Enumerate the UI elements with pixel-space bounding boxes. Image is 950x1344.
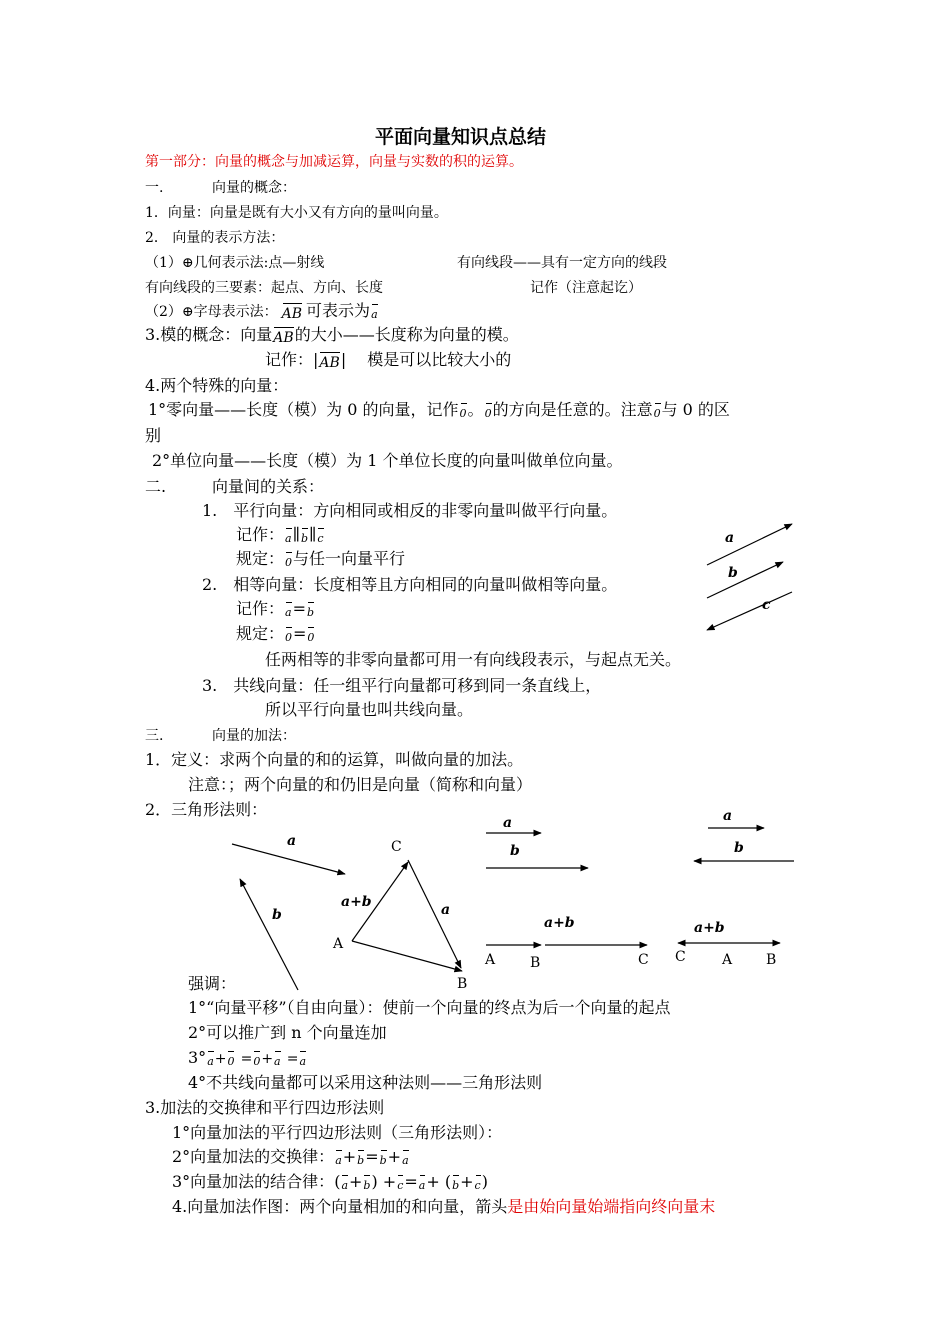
commutative-heading: 3.加法的交换律和平行四边形法则 [145,1098,385,1117]
modulus-notation: 记作：|AB| 模是可以比较大小的 [265,350,512,371]
vector-a-arrow [707,524,792,565]
emphasis-4: 4°不共线向量都可以采用这种法则——三角形法则 [188,1073,543,1092]
part-one-heading: 第一部分：向量的概念与加减运算，向量与实数的积的运算。 [145,154,523,170]
commutative-law: 2°向量加法的交换律：a+b=b+a [172,1147,410,1171]
segment-three-elements: 有向线段的三要素：起点、方向、长度 [145,280,383,296]
vector-symbol: 0 [653,404,662,424]
col2-label-b: b [734,840,744,856]
vector-symbol: 0 [226,1052,235,1072]
equal-rule: 规定：0=0 [236,624,315,648]
equal-notation: 记作：a=b [236,599,315,623]
tri-vertex-c: C [391,839,402,855]
vector-symbol: b [362,1176,371,1196]
fig-label-c: c [762,597,771,613]
representation-heading: 2． 向量的表示方法： [145,230,285,246]
col1-label-a: a [503,815,513,831]
vector-symbol: 0 [252,1052,261,1072]
vector-definition: 1．向量：向量是既有大小又有方向的量叫向量。 [145,205,448,221]
parallel-notation: 记作：a∥b∥c [236,525,325,549]
col2-point-b: B [766,952,777,968]
vector-symbol: a [206,1052,215,1072]
section-two-number: 二. [145,477,167,496]
modulus-concept: 3.模的概念：向量AB的大小——长度称为向量的模。 [145,325,519,346]
section-one-number: 一. [145,180,164,196]
fig-label-b: b [728,565,738,581]
vector-symbol: a [401,1151,410,1171]
equal-vectors-note: 任两相等的非零向量都可用一有向线段表示，与起点无关。 [265,650,682,669]
tri-fig-label-a: a [287,833,297,849]
vector-symbol: a [334,1151,343,1171]
zero-vector-line-cont: 别 [145,426,162,445]
page-title: 平面向量知识点总结 [375,126,547,148]
vector-symbol: a [340,1176,349,1196]
vector-symbol: a [298,1052,307,1072]
geometric-representation: （1）⊕几何表示法:点—射线 [145,255,325,271]
col1-point-b: B [530,955,541,971]
parallel-rule: 规定：0与任一向量平行 [236,549,405,573]
triangle-side-a [408,860,461,968]
tri-fig-label-b: b [272,907,282,923]
addition-definition: 1．定义：求两个向量的和的运算，叫做向量的加法。 [145,750,524,769]
col1-point-a: A [485,952,496,968]
section-two-heading: 向量间的关系： [212,477,325,496]
vector-symbol: b [300,529,309,549]
emphasis-2: 2°可以推广到 n 个向量连加 [188,1023,387,1042]
directed-segment-definition: 有向线段——具有一定方向的线段 [457,255,667,271]
addition-drawing: 4.向量加法作图：两个向量相加的和向量，箭头是由始向量始端指向终向量末 [172,1197,716,1216]
vector-b-arrow [707,562,783,598]
unit-vector-line: 2°单位向量——长度（模）为 1 个单位长度的向量叫做单位向量。 [152,451,623,470]
vector-symbol: a [273,1052,282,1072]
vector-symbol: b [356,1151,365,1171]
vector-symbol: 0 [484,404,493,424]
col1-point-c: C [638,952,649,968]
equal-vectors-definition: 2. 相等向量：长度相等且方向相同的向量叫做相等向量。 [202,575,618,594]
vector-symbol: a [284,529,293,549]
notation-note: 记作（注意起讫） [530,280,642,296]
vector-symbol: b [451,1176,460,1196]
parallel-vectors-definition: 1. 平行向量：方向相同或相反的非零向量叫做平行向量。 [202,501,618,520]
parallel-vectors-figure [707,524,792,630]
vector-symbol: a [418,1176,427,1196]
triangle-rule-heading: 2．三角形法则： [145,800,268,819]
section-one-heading: 向量的概念： [212,180,296,196]
parallelogram-rule: 1°向量加法的平行四边形法则（三角形法则）： [172,1123,503,1142]
vector-symbol: a [284,603,293,623]
vector-symbol: 0 [284,553,293,573]
emphasis-1: 1°“向量平移”（自由向量）：使前一个向量的终点为后一个向量的起点 [188,998,671,1017]
col2-label-ab: a+b [694,920,725,936]
col1-label-b: b [510,843,520,859]
vector-b-left-arrow [240,879,298,990]
collinear-vectors-note: 所以平行向量也叫共线向量。 [265,700,474,719]
vector-symbol: a [370,305,379,325]
col2-label-a: a [723,808,733,824]
triangle-rule-figure [232,844,462,990]
tri-label-a: a [441,902,451,918]
section-three-number: 三. [145,728,164,744]
vector-symbol: c [474,1176,482,1196]
vector-symbol: b [306,603,315,623]
addition-note: 注意：；两个向量的和仍旧是向量（简称和向量） [188,775,533,794]
tri-vertex-b: B [457,976,468,992]
special-vectors-heading: 4.两个特殊的向量： [145,376,289,395]
col2-point-a: A [722,952,733,968]
zero-vector-line: 1°零向量——长度（模）为 0 的向量，记作0。0的方向是任意的。注意0与 0 的区 [148,400,730,424]
tri-label-ab: a+b [341,894,372,910]
section-three-heading: 向量的加法： [212,728,296,744]
vector-symbol: 0 [284,628,293,648]
fig-label-a: a [725,530,735,546]
vector-symbol: 0 [459,404,468,424]
vector-symbol: c [316,529,324,549]
emphasis-heading: 强调： [188,974,237,993]
highlighted-text: 是由始向量始端指向终向量末 [507,1197,716,1216]
associative-law: 3°向量加法的结合律：(a+b) +c=a+ (b+c) [172,1172,488,1196]
vector-symbol: 0 [306,628,315,648]
triangle-side-b [352,941,462,971]
emphasis-3: 3°a+0 =0+a =a [188,1048,307,1072]
vector-symbol: AB [273,330,294,346]
vector-symbol: b [379,1151,388,1171]
vector-c-arrow [707,592,792,630]
collinear-vectors-definition: 3. 共线向量：任一组平行向量都可移到同一条直线上， [202,676,602,695]
col2-point-c: C [675,949,686,965]
letter-representation: （2）⊕字母表示法： AB 可表示为a [145,301,379,325]
tri-vertex-a: A [333,936,344,952]
vector-symbol: AB [319,355,340,371]
vector-symbol: AB [281,306,303,322]
vector-symbol: c [396,1176,404,1196]
col1-label-ab: a+b [544,915,575,931]
